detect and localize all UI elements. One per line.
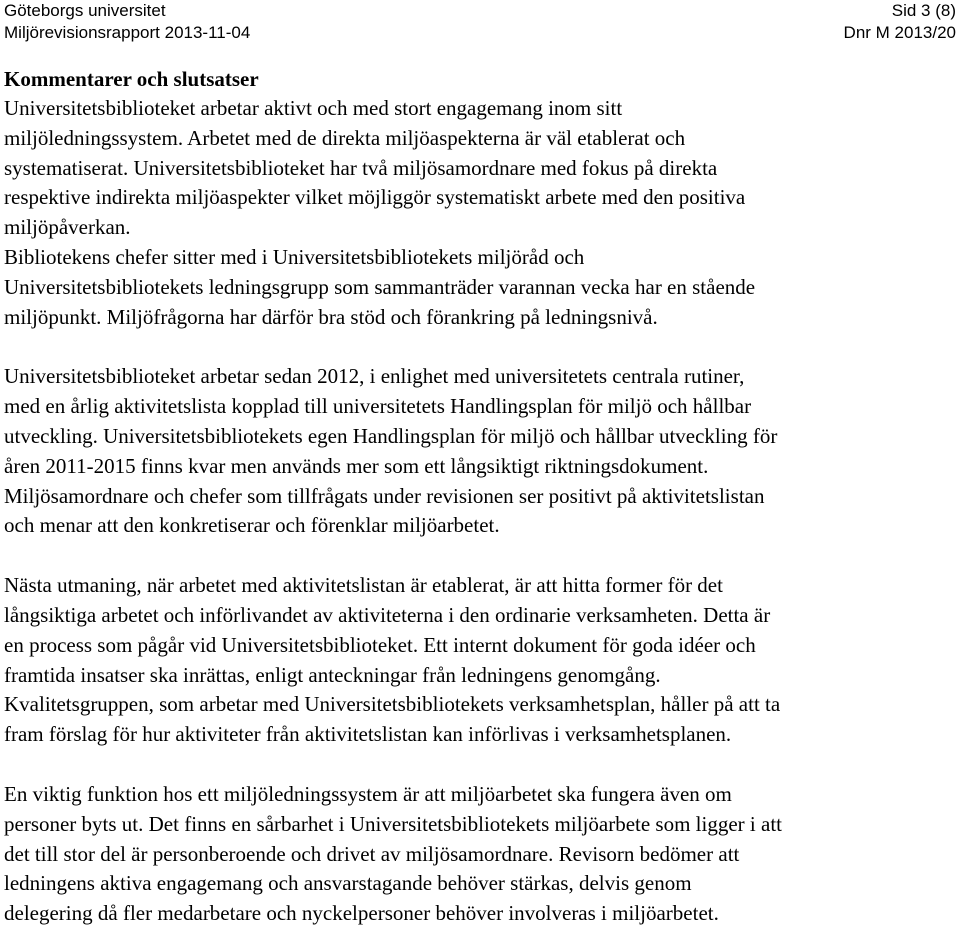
text-line: en process som pågår vid Universitetsbiblioteket. Ett internt dokument för goda idéer och xyxy=(4,632,756,657)
text-line: respektive indirekta miljöaspekter vilket möjliggör systematiskt arbete med den positiva xyxy=(4,185,746,210)
text-line: personer byts ut. Det finns en sårbarhet i Universitetsbibliotekets miljöarbete som ligger i att xyxy=(4,811,782,836)
header-report-title: Miljörevisionsrapport 2013-11-04 xyxy=(4,23,251,42)
text-line: Miljösamordnare och chefer som tillfrågats under revisionen ser positivt på aktivitetslistan xyxy=(4,483,765,508)
text-line: ledningens aktiva engagemang och ansvarstagande behöver stärkas, delvis genom xyxy=(4,871,692,896)
header-page-number: Sid 3 (8) xyxy=(891,1,956,20)
text-line: miljöpunkt. Miljöfrågorna har därför bra stöd och förankring på ledningsnivå. xyxy=(4,304,658,329)
page-header xyxy=(4,0,956,44)
text-line: Kvalitetsgruppen, som arbetar med Universitetsbibliotekets verksamhetsplan, håller på att ta xyxy=(4,692,781,717)
text-line: långsiktiga arbetet och införlivandet av aktiviteterna i den ordinarie verksamheten. Detta är xyxy=(4,602,771,627)
text-line: Universitetsbiblioteket arbetar sedan 2012, i enlighet med universitetets centrala rutiner, xyxy=(4,364,745,389)
text-line: systematiserat. Universitetsbiblioteket har två miljösamordnare med fokus på direkta xyxy=(4,155,718,180)
header-university: Göteborgs universitet xyxy=(4,1,166,20)
text-line: En viktig funktion hos ett miljöledningssystem är att miljöarbetet ska fungera även om xyxy=(4,781,732,806)
section-heading: Kommentarer och slutsatser xyxy=(4,67,259,91)
text-line: fram förslag för hur aktiviteter från aktivitetslistan kan införlivas i verksamhetsplanen. xyxy=(4,722,732,747)
text-line: åren 2011-2015 finns kvar men används mer som ett långsiktigt riktningsdokument. xyxy=(4,453,709,478)
paragraph-3 xyxy=(4,571,956,750)
text-line: Universitetsbiblioteket arbetar aktivt och med stort engagemang inom sitt xyxy=(4,96,623,120)
text-line: Bibliotekens chefer sitter med i Universitetsbibliotekets miljöråd och xyxy=(4,244,585,269)
text-line: Universitetsbibliotekets ledningsgrupp som sammanträder varannan vecka har en stående xyxy=(4,274,756,299)
document-body xyxy=(4,64,956,929)
text-line: och menar att den konkretiserar och förenklar miljöarbetet. xyxy=(4,513,500,538)
header-row-bottom xyxy=(4,22,956,44)
header-registration-number: Dnr M 2013/20 xyxy=(843,23,956,42)
text-line: miljöpåverkan. xyxy=(4,215,131,240)
text-line: delegering då fler medarbetare och nyckelpersoner behöver involveras i miljöarbetet. xyxy=(4,901,719,926)
paragraph-2 xyxy=(4,362,956,541)
text-line: med en årlig aktivitetslista kopplad till universitetets Handlingsplan för miljö och hållbar xyxy=(4,394,752,419)
paragraph-4 xyxy=(4,780,956,929)
text-line: Nästa utmaning, när arbetet med aktivitetslistan är etablerat, är att hitta former för det xyxy=(4,573,723,598)
paragraph-1 xyxy=(4,94,956,332)
text-line: framtida insatser ska inrättas, enligt anteckningar från ledningens genomgång. xyxy=(4,662,661,687)
text-line: utveckling. Universitetsbibliotekets egen Handlingsplan för miljö och hållbar utveckling för xyxy=(4,423,778,448)
header-row-top xyxy=(4,0,956,22)
text-line: miljöledningssystem. Arbetet med de direkta miljöaspekterna är väl etablerat och xyxy=(4,125,686,150)
text-line: det till stor del är personberoende och drivet av miljösamordnare. Revisorn bedömer att xyxy=(4,841,740,866)
